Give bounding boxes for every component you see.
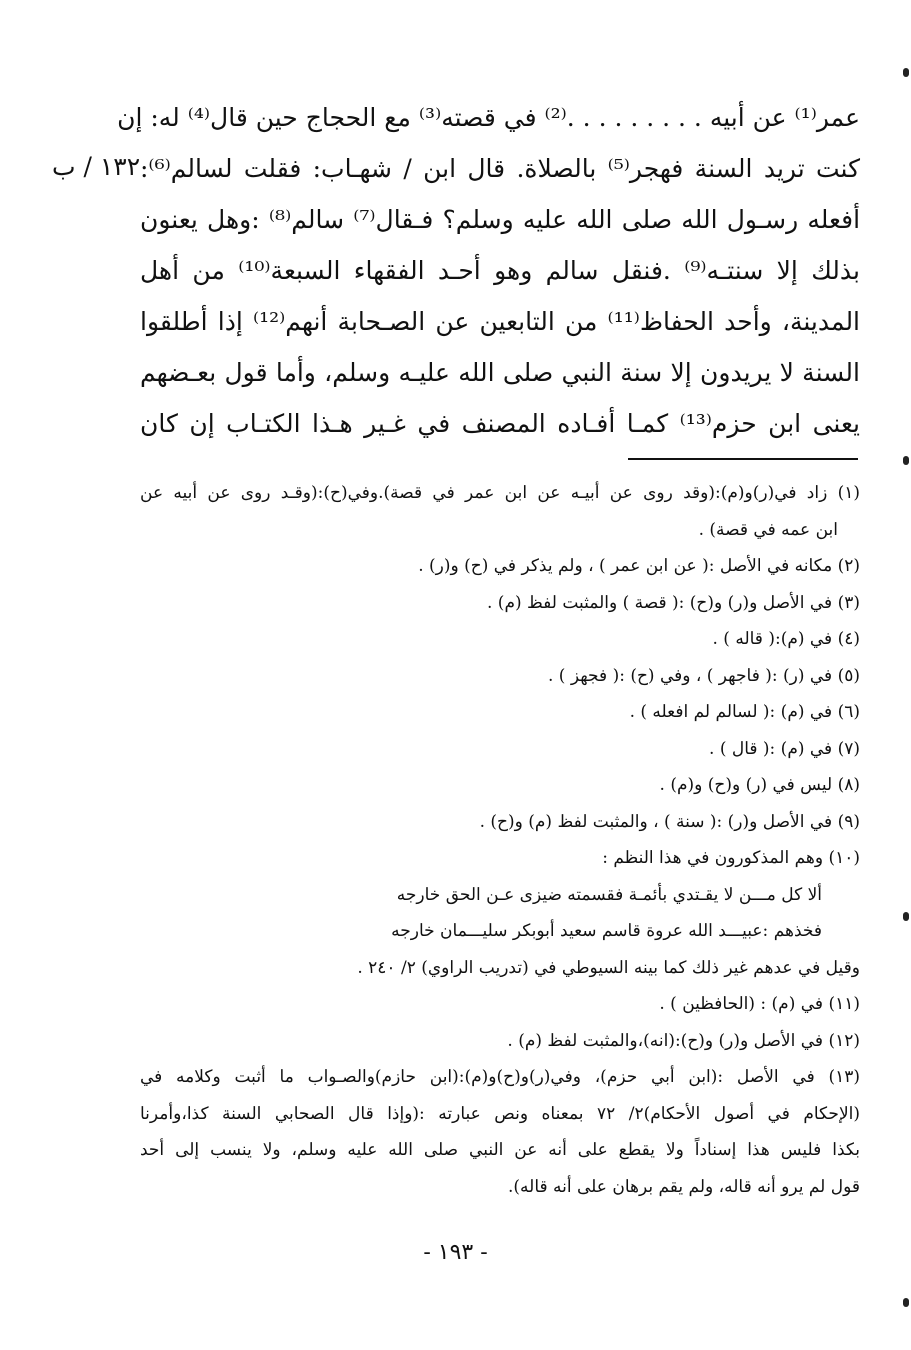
body-line: بذلك إلا سنتـه⁽⁹⁾ .فنقل سالم وهو أحـد الفقهاء السبعة⁽¹⁰⁾ من أهل bbox=[140, 256, 860, 285]
footnote-line: بكذا فليس هذا إسناداً ولا يقطع على أنه عن النبي صلى الله عليه وسلم، ولا ينسب إلى أحد bbox=[140, 1140, 860, 1160]
footnote-line: (٤) في (م):( قاله ) . bbox=[712, 629, 860, 649]
footnote-line: (١٢) في الأصل و(ر) و(ح):(انه)،والمثبت لفظ (م) . bbox=[507, 1030, 860, 1051]
poem-verse: فخذهم :عبيـــد الله عروة قاسم سعيد أبوبكر سليـــمان خارجه bbox=[391, 921, 822, 941]
scan-mark bbox=[903, 68, 909, 77]
body-line: يعنى ابن حزم⁽¹³⁾ كمـا أفـاده المصنف في غـير هـذا الكتـاب إن كان bbox=[140, 409, 860, 438]
footnote-line: (٨) ليس في (ر) و(ح) و(م) . bbox=[659, 775, 860, 795]
footnote-line: وقيل في عدهم غير ذلك كما بينه السيوطي في (تدريب الراوي) ٢/ ٢٤٠ . bbox=[357, 957, 860, 978]
footnote-line: (١٣) في الأصل :(ابن أبي حزم)، وفي(ر)و(ح)و(م):(ابن حازم)والصـواب ما أثبت وكلامه في bbox=[140, 1067, 860, 1087]
body-line: أفعله رسـول الله صلى الله عليه وسلم؟ فـقال⁽⁷⁾ سالم⁽⁸⁾ :وهل يعنون bbox=[140, 205, 861, 234]
footnote-line: ابن عمه في قصة) . bbox=[698, 519, 838, 540]
footnote-line: قول لم يرو أنه قاله، ولم يقم برهان على أنه قاله). bbox=[507, 1176, 860, 1197]
footnote-line: (٧) في (م) :( قال ) . bbox=[709, 738, 860, 759]
footnote-separator bbox=[628, 458, 858, 460]
footnote-line: (١١) في (م) : (الحافظين ) . bbox=[659, 994, 860, 1014]
footnote-line: (٣) في الأصل و(ر) و(ح) :( قصة ) والمثبت لفظ (م) . bbox=[487, 592, 860, 613]
footnote-line: (٥) في (ر) :( فاجهر ) ، وفي (ح) :( فجهز ) . bbox=[548, 665, 860, 686]
body-line: عمر⁽¹⁾ عن أبيه . . . . . . . . .⁽²⁾ في قصته⁽³⁾ مع الحجاج حين قال⁽⁴⁾ له: إن bbox=[117, 103, 860, 132]
page-number: - ١٩٣ - bbox=[423, 1240, 488, 1265]
scan-mark bbox=[903, 456, 909, 465]
margin-folio-note: ١٣٢ / ب bbox=[52, 152, 141, 181]
footnote-line: (٦) في (م) :( لسالم لم افعله ) . bbox=[629, 702, 860, 722]
body-line: المدينة، وأحد الحفاظ⁽¹¹⁾ من التابعين عن الصـحابة أنهم⁽¹²⁾ إذا أطلقوا bbox=[140, 307, 861, 336]
footnote-line: (١٠) وهم المذكورون في هذا النظم : bbox=[602, 848, 860, 868]
scan-mark bbox=[903, 912, 909, 921]
body-line: كنت تريد السنة فهجر⁽⁵⁾ بالصلاة. قال ابن / شهـاب: فقلت لسالم⁽⁶⁾: bbox=[140, 154, 860, 183]
footnote-line: (الإحكام في أصول الأحكام)٢/ ٧٢ بمعناه ونص عبارته :(وإذا قال الصحابي السنة كذا،وأمرنا bbox=[140, 1103, 860, 1124]
footnote-line: (٩) في الأصل و(ر) :( سنة ) ، والمثبت لفظ (م) و(ح) . bbox=[479, 811, 860, 832]
poem-verse: ألا كل مـــن لا يقـتدي بأئمـة فقسمته ضيزى عـن الحق خارجه bbox=[396, 884, 822, 905]
main-text bbox=[117, 92, 861, 449]
footnote-line: (١) زاد في(ر)و(م):(وقد روى عن أبيـه عن ابن عمر في قصة).وفي(ح):(وقـد روى عن أبيه عن bbox=[140, 483, 860, 503]
footnotes bbox=[140, 475, 860, 1205]
footnote-line: (٢) مكانه في الأصل :( عن ابن عمر ) ، ولم يذكر في (ح) و(ر) . bbox=[418, 556, 860, 576]
body-line: السنة لا يريدون إلا سنة النبي صلى الله عليـه وسلم، وأما قول بعـضهم bbox=[140, 358, 860, 387]
scan-mark bbox=[903, 1298, 909, 1307]
